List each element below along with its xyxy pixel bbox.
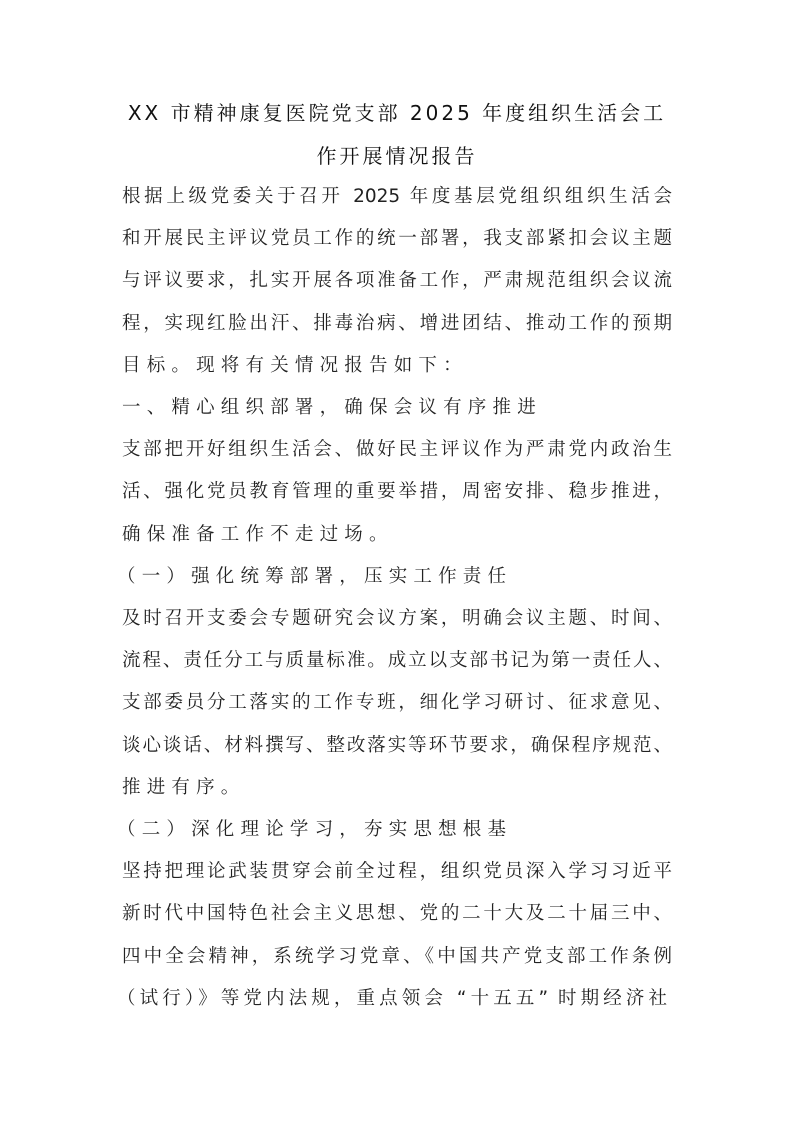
paragraph-line: 谈心谈话、材料撰写、整改落实等环节要求，确保程序规范、 <box>122 735 672 756</box>
paragraph-line: 推进有序。 <box>122 777 246 798</box>
paragraph-line: 坚持把理论武装贯穿会前全过程，组织党员深入学习习近平 <box>122 861 672 882</box>
paragraph-line: （试行）》等党内法规，重点领会 “十五五” 时期经济社 <box>117 988 667 1009</box>
paragraph-line: 和开展民主评议党员工作的统一部署，我支部紧扣会议主题 <box>122 228 672 249</box>
paragraph-line: 根据上级党委关于召开 2025 年度基层党组织组织生活会 <box>122 186 672 207</box>
paragraph-line: 新时代中国特色社会主义思想、党的二十大及二十届三中、 <box>122 903 672 924</box>
paragraph-line: 支部委员分工落实的工作专班，细化学习研讨、征求意见、 <box>122 692 672 713</box>
paragraph-line: 流程、责任分工与质量标准。成立以支部书记为第一责任人、 <box>122 650 672 671</box>
section-heading: 一、精心组织部署，确保会议有序推进 <box>122 397 542 418</box>
paragraph-line: 程，实现红脸出汗、排毒治病、增进团结、推动工作的预期 <box>122 313 672 334</box>
document-title-line-1: XX 市精神康复医院党支部 2025 年度组织生活会工 <box>127 101 667 125</box>
subsection-heading: （一）强化统筹部署，压实工作责任 <box>117 566 513 587</box>
paragraph-line: 与评议要求，扎实开展各项准备工作，严肃规范组织会议流 <box>122 270 672 291</box>
document-title-line-2: 作开展情况报告 <box>316 144 478 168</box>
paragraph-line: 目标。现将有关情况报告如下： <box>122 355 468 376</box>
paragraph-line: 四中全会精神，系统学习党章、《中国共产党支部工作条例 <box>122 946 672 967</box>
paragraph-line: 支部把开好组织生活会、做好民主评议作为严肃党内政治生 <box>122 439 672 460</box>
paragraph-line: 及时召开支委会专题研究会议方案，明确会议主题、时间、 <box>122 608 672 629</box>
paragraph-line: 确保准备工作不走过场。 <box>122 524 394 545</box>
paragraph-line: 活、强化党员教育管理的重要举措，周密安排、稳步推进， <box>122 481 672 502</box>
subsection-heading: （二）深化理论学习，夯实思想根基 <box>117 819 513 840</box>
